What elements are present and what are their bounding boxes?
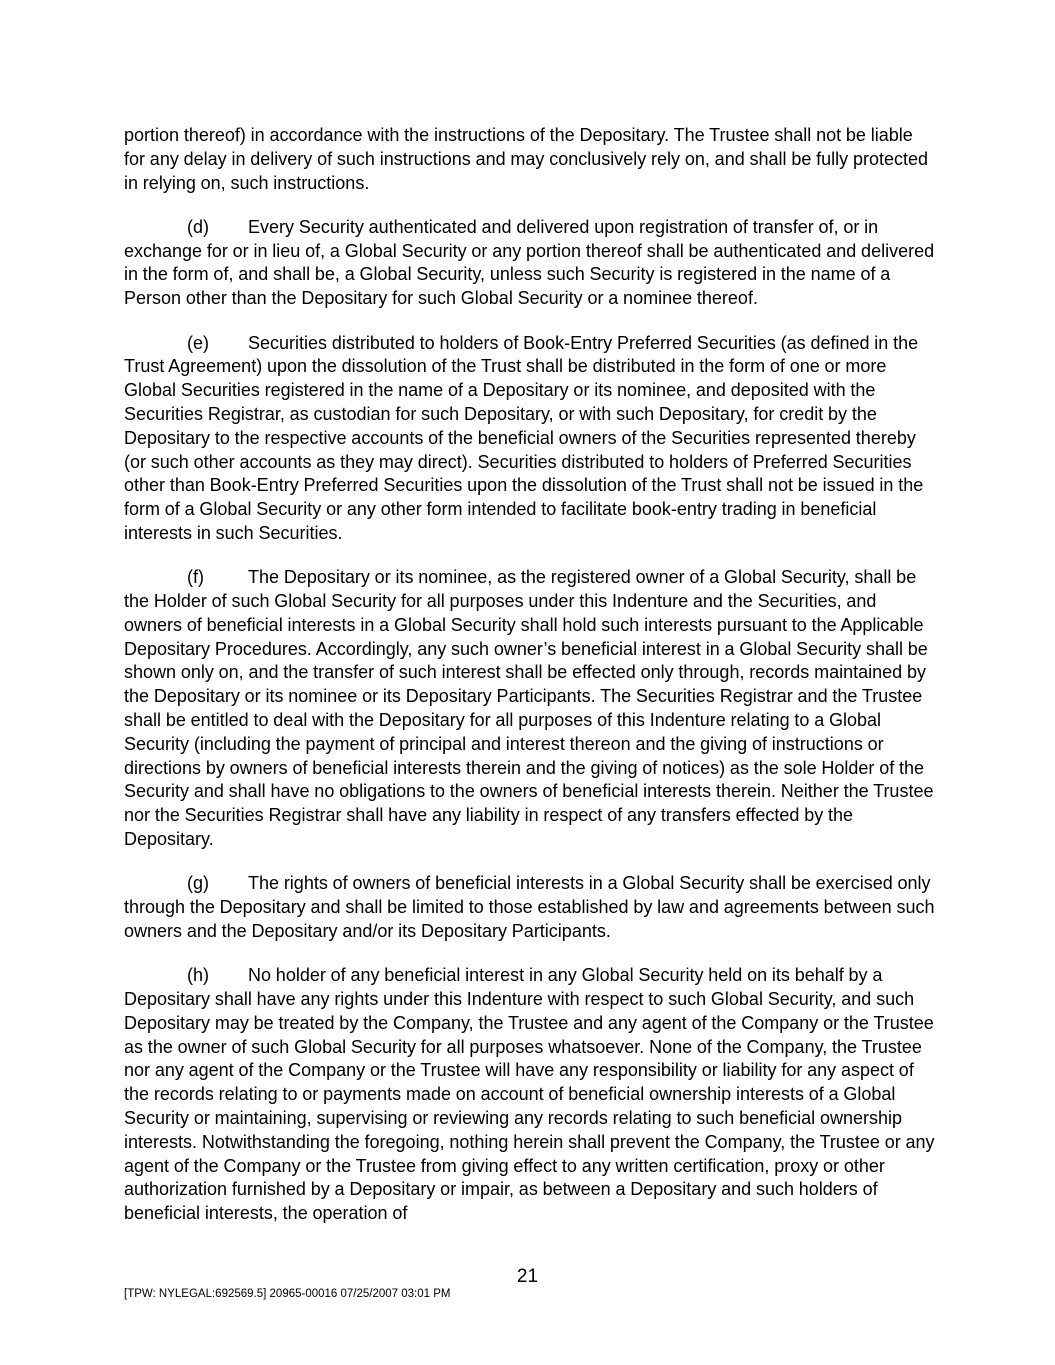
paragraph-text: The rights of owners of beneficial interests in a Global Security shall be exercised only through the Depositary and shall be limited to those established by law and agreements between such owners and the Depositary and/or its Depositary Participants. [124,873,935,941]
paragraph-g [124,872,936,943]
paragraph-continuation [124,124,936,195]
paragraph-text: Every Security authenticated and delivered upon registration of transfer of, or in exchange for or in lieu of, a Global Security or any portion thereof shall be authenticated and delivered in the form of, and shall be, a Global Security, unless such Security is registered in the name of a Person other than the Depositary for such Global Security or a nominee thereof. [124,216,935,309]
paragraph-marker: (d) [187,216,209,237]
page-number: 21 [516,1266,539,1287]
paragraph-text: The Depositary or its nominee, as the registered owner of a Global Security, shall be the Holder of such Global Security for all purposes under this Indenture and the Securities, and owners of beneficial interests in a Global Security shall hold such interests pursuant to the Applicable Depositary Procedures. Accordingly, any such owner’s beneficial interest in a Global Security shall be shown only on, and the transfer of such interest shall be effected only through, records maintained by the Depositary or its nominee or its Depositary Participants. The Securities Registrar and the Trustee shall be entitled to deal with the Depositary for all purposes of this Indenture relating to a Global Security (including the payment of principal and interest thereon and the giving of instructions or directions by owners of beneficial interests therein and the giving of notices) as the sole Holder of the Security and shall have no obligations to the owners of beneficial interests therein. Neither the Trustee nor the Securities Registrar shall have any liability in respect of any transfers effected by the Depositary. [124,567,934,850]
paragraph-marker: (e) [187,332,209,353]
footer-reference: [TPW: NYLEGAL:692569.5] 20965-00016 07/25/2007 03:01 PM [124,1288,451,1300]
paragraph-marker: (g) [187,873,209,894]
document-body [124,124,936,1246]
paragraph-e [124,332,936,546]
paragraph-d [124,216,936,311]
paragraph-text: portion thereof) in accordance with the instructions of the Depositary. The Trustee shall not be liable for any delay in delivery of such instructions and may conclusively rely on, and shall be fully protected in relying on, such instructions. [124,125,929,193]
paragraph-marker: (h) [187,965,209,986]
paragraph-text: Securities distributed to holders of Book-Entry Preferred Securities (as defined in the Trust Agreement) upon the dissolution of the Trust shall be distributed in the form of one or more Global Securities registered in the name of a Depositary or its nominee, and deposited with the Securities Registrar, as custodian for such Depositary, or with such Depositary, for credit by the Depositary to the respective accounts of the beneficial owners of the Securities represented thereby (or such other accounts as they may direct). Securities distributed to holders of Preferred Securities other than Book-Entry Preferred Securities upon the dissolution of the Trust shall not be issued in the form of a Global Security or any other form intended to facilitate book-entry trading in beneficial interests in such Securities. [124,332,924,543]
paragraph-marker: (f) [187,567,204,588]
paragraph-f [124,566,936,852]
paragraph-text: No holder of any beneficial interest in any Global Security held on its behalf by a Depositary shall have any rights under this Indenture with respect to such Global Security, and such Depositary may be treated by the Company, the Trustee and any agent of the Company or the Trustee as the owner of such Global Security for all purposes whatsoever. None of the Company, the Trustee nor any agent of the Company or the Trustee will have any responsibility or liability for any aspect of the records relating to or payments made on account of beneficial ownership interests of a Global Security or maintaining, supervising or reviewing any records relating to such beneficial ownership interests. Notwithstanding the foregoing, nothing herein shall prevent the Company, the Trustee or any agent of the Company or the Trustee from giving effect to any written certification, proxy or other authorization furnished by a Depositary or impair, as between a Depositary and such holders of beneficial interests, the operation of [124,965,935,1224]
paragraph-h [124,964,936,1226]
